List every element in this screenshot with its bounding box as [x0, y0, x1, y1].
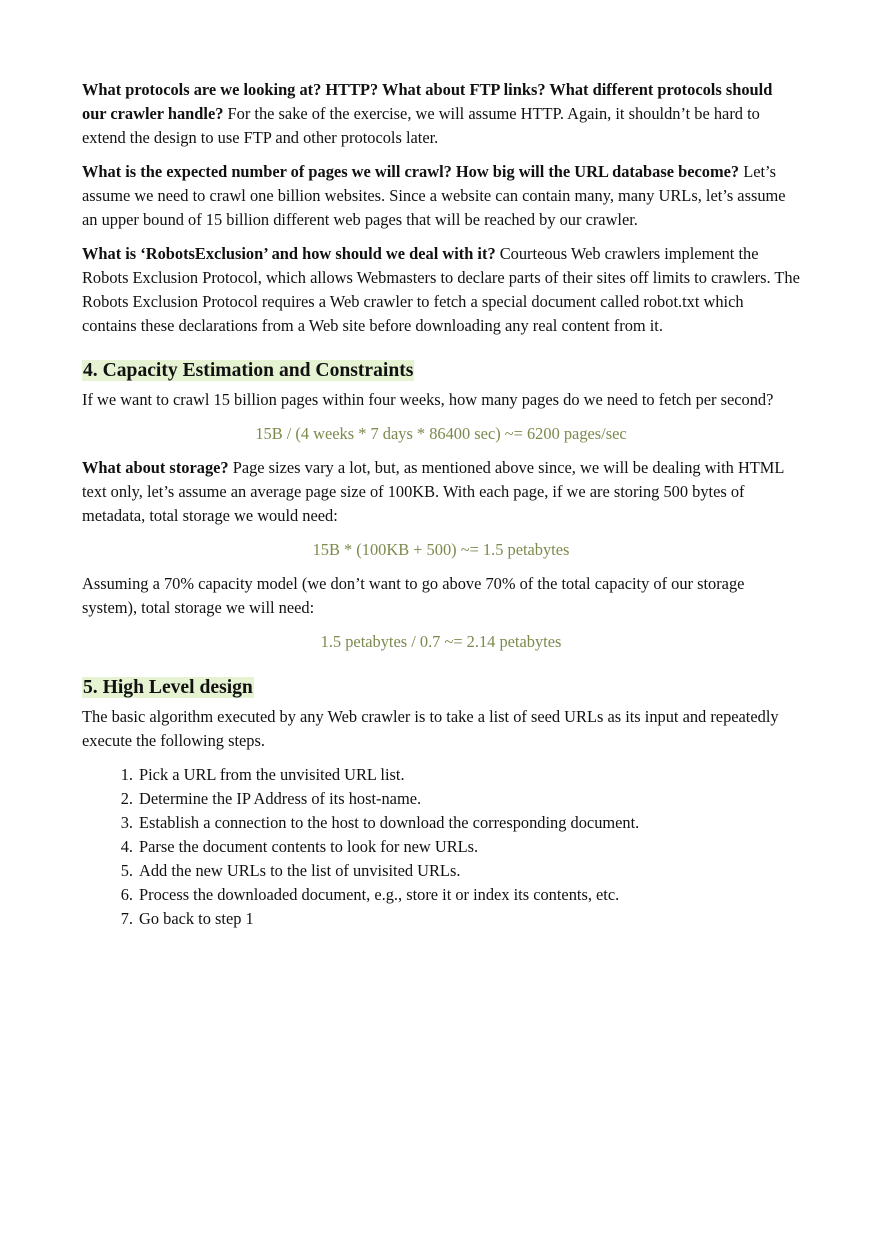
list-item — [82, 811, 800, 835]
step-number: 5. — [120, 861, 133, 880]
storage-answer: Page sizes vary a lot, but, as mentioned above since, we will be dealing with HTML text only, let’s assume an average page size of 100KB. With each page, if we are storing 500 bytes of metadata, total storage we would need: — [82, 458, 784, 525]
step-text: Add the new URLs to the list of unvisited URLs. — [139, 861, 461, 880]
step-number: 4. — [120, 837, 133, 856]
page-count-answer: Let’s assume we need to crawl one billion websites. Since a website can contain many, many URLs, let’s assume an upper bound of 15 billion different web pages that will be reached by our crawler. — [82, 162, 786, 229]
list-item — [82, 835, 800, 859]
protocols-paragraph — [82, 78, 800, 150]
algorithm-steps-list — [82, 763, 800, 931]
robots-answer: Courteous Web crawlers implement the Robots Exclusion Protocol, which allows Webmasters to declare parts of their sites off limits to crawlers. The Robots Exclusion Protocol requires a Web crawler to fetch a special document called robot.txt which contains these declarations from a Web site before downloading any real content from it. — [82, 244, 800, 335]
page-count-question: What is the expected number of pages we will crawl? How big will the URL database become? — [82, 162, 740, 181]
storage-paragraph — [82, 456, 800, 528]
list-item — [82, 859, 800, 883]
capacity-heading-text: 4. Capacity Estimation and Constraints — [83, 360, 414, 381]
step-number: 7. — [120, 909, 133, 928]
capacity-heading — [82, 358, 800, 384]
protocols-question: What protocols are we looking at? HTTP? What about FTP links? What different protocols should our crawler handle? — [82, 80, 773, 123]
step-text: Parse the document contents to look for new URLs. — [139, 837, 479, 856]
design-intro: The basic algorithm executed by any Web crawler is to take a list of seed URLs as its input and repeatedly execute the following steps. — [82, 707, 779, 750]
step-text: Establish a connection to the host to download the corresponding document. — [139, 813, 640, 832]
design-heading — [82, 675, 800, 701]
list-item — [82, 763, 800, 787]
step-text: Go back to step 1 — [139, 909, 254, 928]
capacity-model-paragraph: Assuming a 70% capacity model (we don’t want to go above 70% of the total capacity of our storage system), total storage we will need: — [82, 574, 745, 617]
step-text: Process the downloaded document, e.g., store it or index its contents, etc. — [139, 885, 620, 904]
step-text: Pick a URL from the unvisited URL list. — [139, 765, 405, 784]
rate-formula: 15B / (4 weeks * 7 days * 86400 sec) ~= 6200 pages/sec — [255, 424, 627, 443]
design-heading-text: 5. High Level design — [83, 677, 253, 698]
list-item — [82, 787, 800, 811]
storage-formula: 15B * (100KB + 500) ~= 1.5 petabytes — [312, 540, 570, 559]
capacity-formula: 1.5 petabytes / 0.7 ~= 2.14 petabytes — [320, 632, 562, 651]
protocols-answer: For the sake of the exercise, we will assume HTTP. Again, it shouldn’t be hard to extend the design to use FTP and other protocols later. — [82, 104, 760, 147]
storage-question: What about storage? — [82, 458, 229, 477]
step-number: 6. — [120, 885, 133, 904]
robots-question: What is ‘RobotsExclusion’ and how should we deal with it? — [82, 244, 496, 263]
step-number: 2. — [120, 789, 133, 808]
capacity-intro: If we want to crawl 15 billion pages within four weeks, how many pages do we need to fetch per second? — [82, 390, 774, 409]
list-item — [82, 907, 800, 931]
list-item — [82, 883, 800, 907]
robots-paragraph — [82, 242, 800, 338]
step-number: 1. — [120, 765, 133, 784]
step-text: Determine the IP Address of its host-name. — [139, 789, 422, 808]
step-number: 3. — [120, 813, 133, 832]
document-page — [82, 78, 800, 931]
page-count-paragraph — [82, 160, 800, 232]
